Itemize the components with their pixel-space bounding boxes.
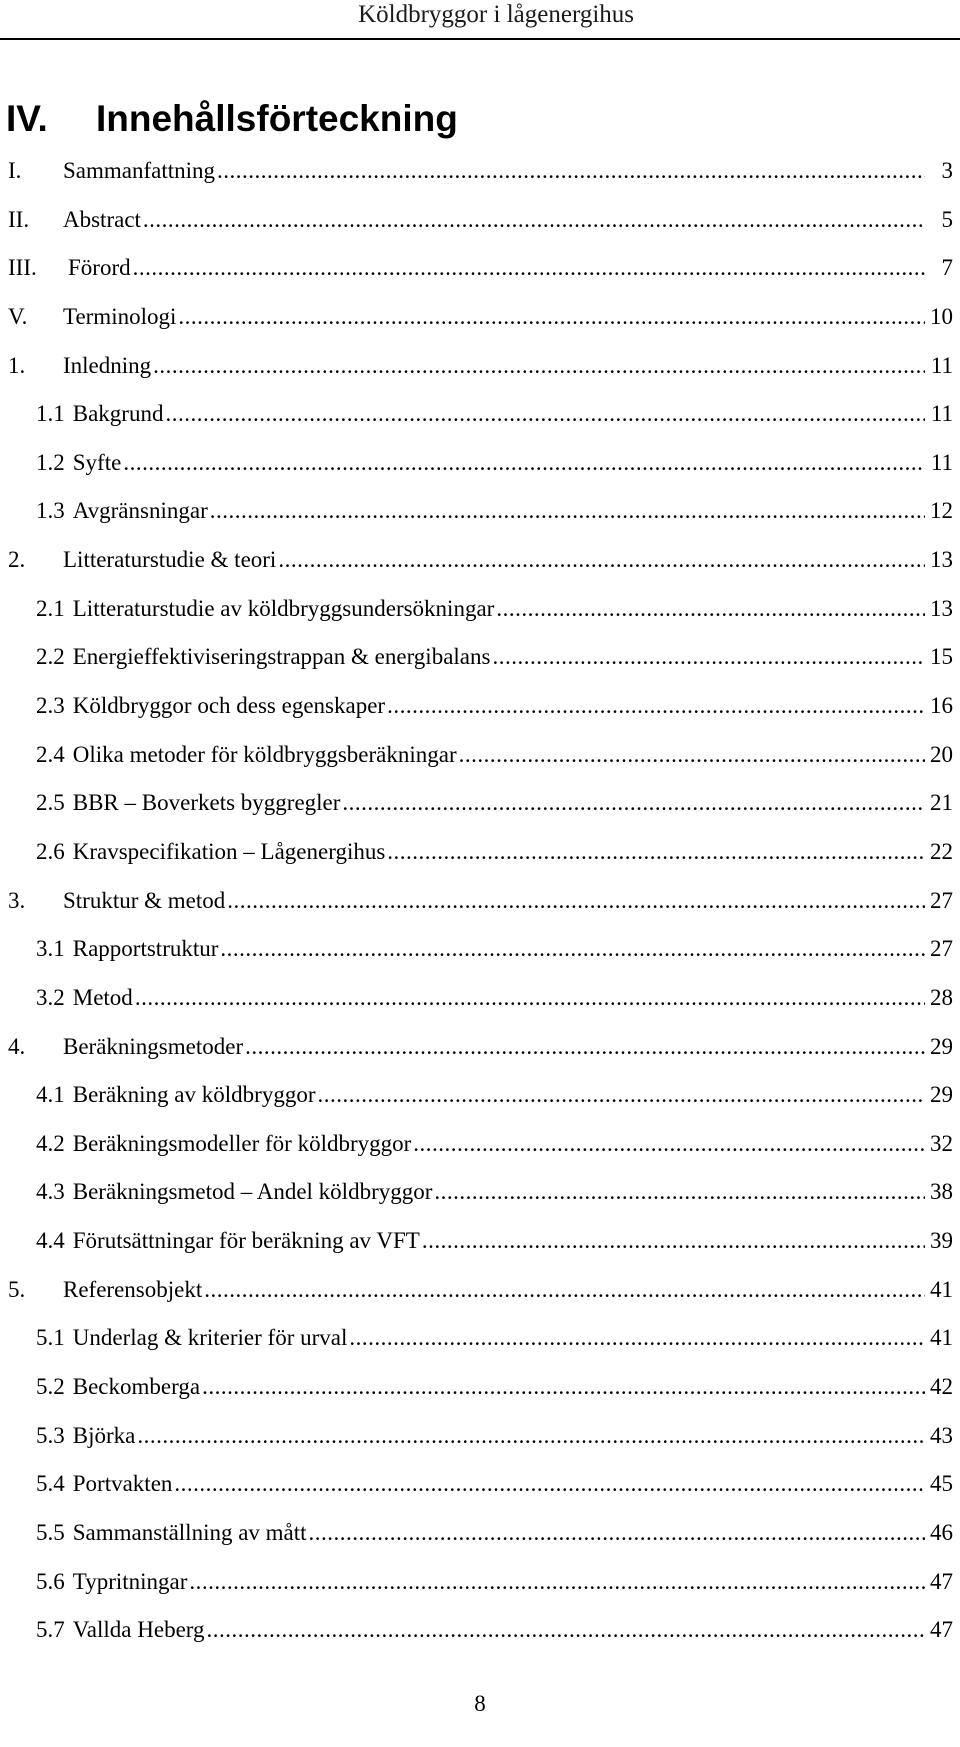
dot-leader — [349, 1314, 925, 1362]
toc-entry-title: Förord — [68, 255, 131, 281]
toc-entry-title: Beckomberga — [72, 1374, 201, 1400]
toc-entry[interactable] — [8, 244, 953, 293]
toc-entry-number: 4.1 — [36, 1082, 65, 1108]
toc-entry-title: Underlag & kriterier för urval — [72, 1325, 348, 1351]
dot-leader — [496, 585, 925, 633]
toc-entry-number: 5.5 — [36, 1519, 65, 1545]
dot-leader — [342, 779, 925, 827]
toc-entry-page: 13 — [930, 547, 953, 573]
dot-leader — [227, 877, 925, 925]
toc-entry-number: 2.4 — [36, 741, 65, 767]
dot-leader — [202, 1363, 925, 1411]
toc-entry-title: Beräkning av köldbryggor — [72, 1082, 316, 1108]
toc-entry-title: Förutsättningar för beräkning av VFT — [72, 1228, 420, 1254]
toc-entry-number: 5.7 — [36, 1617, 65, 1643]
toc-entry[interactable] — [8, 1606, 953, 1655]
toc-entry[interactable] — [8, 536, 953, 585]
toc-entry-title: Inledning — [63, 352, 152, 378]
toc-entry[interactable] — [8, 1023, 953, 1072]
toc-entry-title: Litteraturstudie & teori — [63, 547, 277, 573]
toc-entry-title: Beräkningsmetod – Andel köldbryggor — [72, 1179, 433, 1205]
dot-leader — [492, 633, 925, 681]
toc-entry[interactable] — [8, 1460, 953, 1509]
toc-entry-title: Olika metoder för köldbryggsberäkningar — [72, 741, 457, 767]
toc-heading — [6, 97, 458, 141]
toc-entry-number: 2.6 — [36, 838, 65, 864]
toc-entry-number: V. — [8, 303, 28, 329]
toc-entry-page: 45 — [930, 1471, 953, 1497]
dot-leader — [165, 390, 925, 438]
toc-entry-number: III. — [8, 255, 37, 281]
toc-entry-page: 29 — [930, 1033, 953, 1059]
toc-entry-title: Metod — [72, 984, 133, 1010]
toc-entry-title: Abstract — [63, 206, 141, 232]
toc-entry-page: 11 — [930, 401, 953, 427]
toc-entry-page: 27 — [930, 936, 953, 962]
dot-leader — [210, 487, 925, 535]
toc-entry-title: Björka — [72, 1422, 136, 1448]
toc-entry-page: 43 — [930, 1422, 953, 1448]
toc-entry[interactable] — [8, 1314, 953, 1363]
toc-entry-page: 21 — [930, 790, 953, 816]
toc-entry-number: 3.1 — [36, 936, 65, 962]
toc-entry-page: 38 — [930, 1179, 953, 1205]
toc-entry-page: 22 — [930, 838, 953, 864]
toc-entry[interactable] — [8, 1217, 953, 1266]
toc-entry[interactable] — [8, 293, 953, 342]
page-number: 8 — [474, 1691, 486, 1716]
toc-entry[interactable] — [8, 925, 953, 974]
toc-entry-page: 5 — [941, 206, 953, 232]
toc-entry-page: 47 — [930, 1617, 953, 1643]
running-header: Köldbryggor i lågenergihus — [358, 1, 634, 28]
dot-leader — [207, 1606, 925, 1654]
toc-entry[interactable] — [8, 1363, 953, 1412]
toc-entry-page: 3 — [941, 158, 953, 183]
toc-entry-number: 4.4 — [36, 1228, 65, 1254]
toc-entry-page: 7 — [941, 255, 953, 281]
toc-entry-number: 5. — [8, 1276, 26, 1302]
toc-entry-title: Köldbryggor och dess egenskaper — [72, 693, 386, 719]
toc-entry-page: 12 — [930, 498, 953, 524]
dot-leader — [422, 1217, 925, 1265]
toc-entry-page: 10 — [930, 303, 953, 329]
toc-entry[interactable] — [8, 487, 953, 536]
toc-entry-title: Portvakten — [72, 1471, 173, 1497]
toc-entry-number: 1.1 — [36, 401, 65, 427]
toc-entry-page: 41 — [930, 1325, 953, 1351]
dot-leader — [189, 1558, 925, 1606]
toc-entry-number: I. — [8, 158, 22, 183]
toc-entry-number: 4. — [8, 1033, 26, 1059]
dot-leader — [135, 974, 925, 1022]
toc-entry-title: Bakgrund — [72, 401, 164, 427]
toc-entry-number: 1.3 — [36, 498, 65, 524]
toc-entry-page: 27 — [930, 887, 953, 913]
toc-entry-number: 1.2 — [36, 449, 65, 475]
toc-entry-title: Struktur & metod — [63, 887, 226, 913]
toc-entry-page: 13 — [930, 595, 953, 621]
toc-entry[interactable] — [8, 585, 953, 634]
dot-leader — [204, 1266, 925, 1314]
toc-entry-page: 11 — [930, 449, 953, 475]
toc-entry-number: 5.6 — [36, 1568, 65, 1594]
dot-leader — [217, 147, 925, 195]
toc-entry-number: 4.3 — [36, 1179, 65, 1205]
dot-leader — [413, 1120, 925, 1168]
toc-entry[interactable] — [8, 877, 953, 926]
dot-leader — [220, 925, 925, 973]
dot-leader — [123, 439, 925, 487]
toc-entry-page: 41 — [930, 1276, 953, 1302]
toc-entry[interactable] — [8, 1266, 953, 1315]
dot-leader — [178, 293, 925, 341]
toc-entry[interactable] — [8, 1412, 953, 1461]
toc-entry[interactable] — [8, 682, 953, 731]
toc-entry-number: 2.5 — [36, 790, 65, 816]
toc-entry-number: 2.3 — [36, 693, 65, 719]
toc-entry-number: 5.1 — [36, 1325, 65, 1351]
toc-entry-title: Terminologi — [63, 303, 177, 329]
toc-heading-title: Innehållsförteckning — [96, 98, 458, 139]
dot-leader — [278, 536, 925, 584]
toc-entry[interactable] — [8, 1558, 953, 1607]
dot-leader — [387, 828, 925, 876]
dot-leader — [174, 1460, 925, 1508]
toc-heading-number: IV. — [6, 98, 48, 139]
toc-entry-number: 3. — [8, 887, 26, 913]
toc-entry-number: 2. — [8, 547, 26, 573]
toc-entry-title: Typritningar — [72, 1568, 188, 1594]
toc-entry-number: 5.3 — [36, 1422, 65, 1448]
dot-leader — [434, 1168, 925, 1216]
toc-entry-title: BBR – Boverkets byggregler — [72, 790, 341, 816]
toc-entry-page: 20 — [930, 741, 953, 767]
toc-entry-title: Referensobjekt — [63, 1276, 203, 1302]
dot-leader — [245, 1023, 925, 1071]
toc-entry[interactable] — [8, 974, 953, 1023]
toc-entry[interactable] — [8, 633, 953, 682]
toc-entry-title: Energieffektiviseringstrappan & energibalans — [72, 644, 491, 670]
toc-entry[interactable] — [8, 1509, 953, 1558]
dot-leader — [137, 1412, 925, 1460]
toc-entry[interactable] — [8, 828, 953, 877]
toc-entry[interactable] — [8, 342, 953, 391]
toc-entry-number: II. — [8, 206, 30, 232]
toc-entry[interactable] — [8, 147, 953, 196]
toc-entry[interactable] — [8, 1120, 953, 1169]
toc-entry-page: 28 — [930, 984, 953, 1010]
toc-entry-page: 46 — [930, 1519, 953, 1545]
toc-entry[interactable] — [8, 1071, 953, 1120]
toc-entry-number: 2.1 — [36, 595, 65, 621]
toc-entry-title: Syfte — [72, 449, 122, 475]
toc-entry-title: Avgränsningar — [72, 498, 208, 524]
toc-entry-title: Sammanfattning — [63, 158, 216, 183]
toc-entry-page: 47 — [930, 1568, 953, 1594]
header-rule — [0, 38, 960, 40]
toc-entry-title: Rapportstruktur — [72, 936, 219, 962]
toc-entry-title: Beräkningsmodeller för köldbryggor — [72, 1130, 412, 1156]
toc-entry-title: Sammanställning av mått — [72, 1519, 307, 1545]
dot-leader — [309, 1509, 925, 1557]
toc-entry-page: 32 — [930, 1130, 953, 1156]
toc-entry-title: Vallda Heberg — [72, 1617, 205, 1643]
toc-entry-title: Litteraturstudie av köldbryggsundersökningar — [72, 595, 495, 621]
toc-list — [8, 147, 953, 1655]
dot-leader — [387, 682, 925, 730]
toc-entry-page: 29 — [930, 1082, 953, 1108]
toc-entry-page: 16 — [930, 693, 953, 719]
toc-entry-number: 2.2 — [36, 644, 65, 670]
toc-entry[interactable] — [8, 196, 953, 245]
toc-entry[interactable] — [8, 439, 953, 488]
dot-leader — [133, 244, 925, 292]
toc-entry-number: 1. — [8, 352, 26, 378]
toc-entry[interactable] — [8, 731, 953, 780]
toc-entry[interactable] — [8, 1168, 953, 1217]
toc-entry-page: 39 — [930, 1228, 953, 1254]
toc-entry-page: 42 — [930, 1374, 953, 1400]
dot-leader — [143, 196, 925, 244]
toc-entry-number: 4.2 — [36, 1130, 65, 1156]
dot-leader — [459, 731, 925, 779]
toc-entry-title: Kravspecifikation – Lågenergihus — [72, 838, 386, 864]
toc-entry-page: 15 — [930, 644, 953, 670]
toc-entry[interactable] — [8, 779, 953, 828]
toc-entry-number: 3.2 — [36, 984, 65, 1010]
dot-leader — [153, 342, 925, 390]
dot-leader — [317, 1071, 925, 1119]
toc-entry[interactable] — [8, 390, 953, 439]
toc-entry-title: Beräkningsmetoder — [63, 1033, 244, 1059]
toc-entry-number: 5.2 — [36, 1374, 65, 1400]
toc-entry-number: 5.4 — [36, 1471, 65, 1497]
toc-entry-page: 11 — [930, 352, 953, 378]
